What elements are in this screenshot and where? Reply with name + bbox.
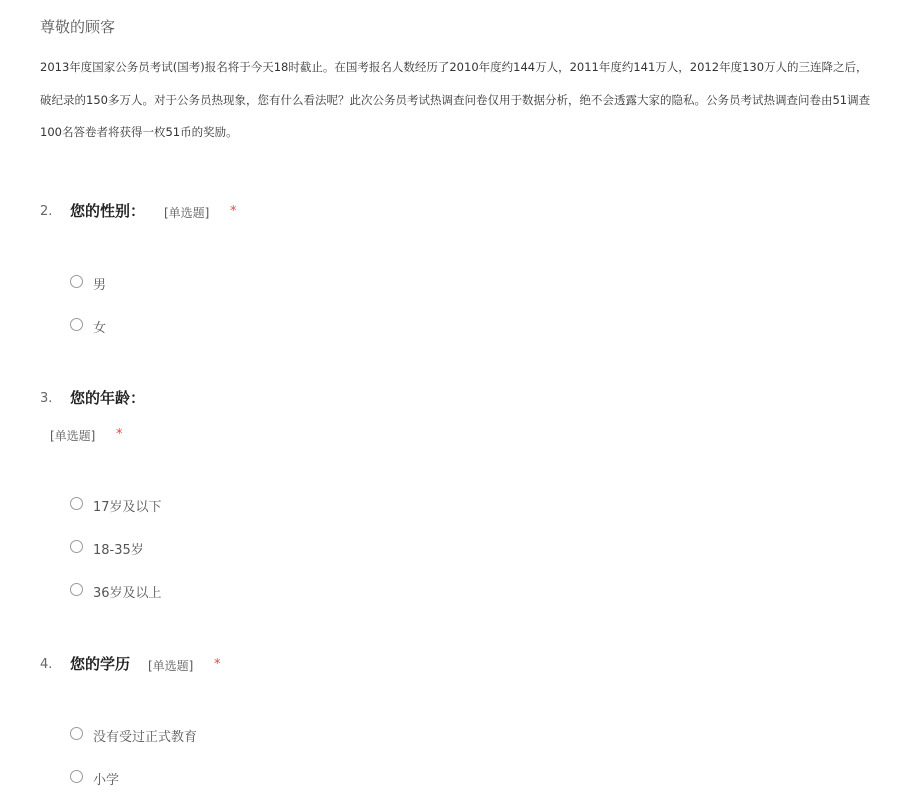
radio-button[interactable] (70, 583, 83, 596)
question-type-tag: [单选题] (164, 206, 210, 220)
question-number: 4. (40, 657, 53, 672)
greeting-heading: 尊敬的顾客 (40, 18, 116, 36)
option-label: 没有受过正式教育 (93, 730, 198, 745)
required-star: * (214, 657, 221, 672)
radio-button[interactable] (70, 275, 83, 288)
radio-button[interactable] (70, 727, 83, 740)
question-number: 2. (40, 204, 53, 219)
question-4-header (40, 653, 340, 677)
question-3-meta (50, 425, 250, 449)
required-star: * (116, 427, 123, 442)
question-type-tag: [单选题] (148, 659, 194, 673)
question-number: 3. (40, 391, 53, 406)
question-2-header (40, 200, 340, 224)
intro-line: 100名答卷者将获得一枚51币的奖励。 (40, 125, 238, 139)
question-title: 您的学历 (70, 655, 131, 673)
radio-button[interactable] (70, 540, 83, 553)
required-star: * (230, 204, 237, 219)
radio-button[interactable] (70, 318, 83, 331)
option-label: 女 (93, 321, 107, 336)
option-label: 18-35岁 (93, 543, 144, 558)
question-3-header (40, 387, 340, 411)
radio-button[interactable] (70, 497, 83, 510)
option-label: 17岁及以下 (93, 500, 162, 515)
question-title: 您的性别： (70, 202, 146, 220)
intro-line: 破纪录的150多万人。对于公务员热现象，您有什么看法呢？此次公务员考试热调查问卷仅用于数据分析，绝不会透露大家的隐私。公务员考试热调查问卷由51调查 (40, 93, 871, 107)
option-label: 36岁及以上 (93, 586, 162, 601)
option-label: 男 (93, 278, 107, 293)
radio-button[interactable] (70, 770, 83, 783)
intro-line: 2013年度国家公务员考试(国考)报名将于今天18时截止。在国考报名人数经历了2010年度约144万人，2011年度约141万人，2012年度130万人的三连降之后， (40, 60, 868, 74)
option-label: 小学 (93, 773, 120, 788)
question-type-tag: [单选题] (50, 429, 96, 443)
question-title: 您的年龄： (70, 389, 146, 407)
